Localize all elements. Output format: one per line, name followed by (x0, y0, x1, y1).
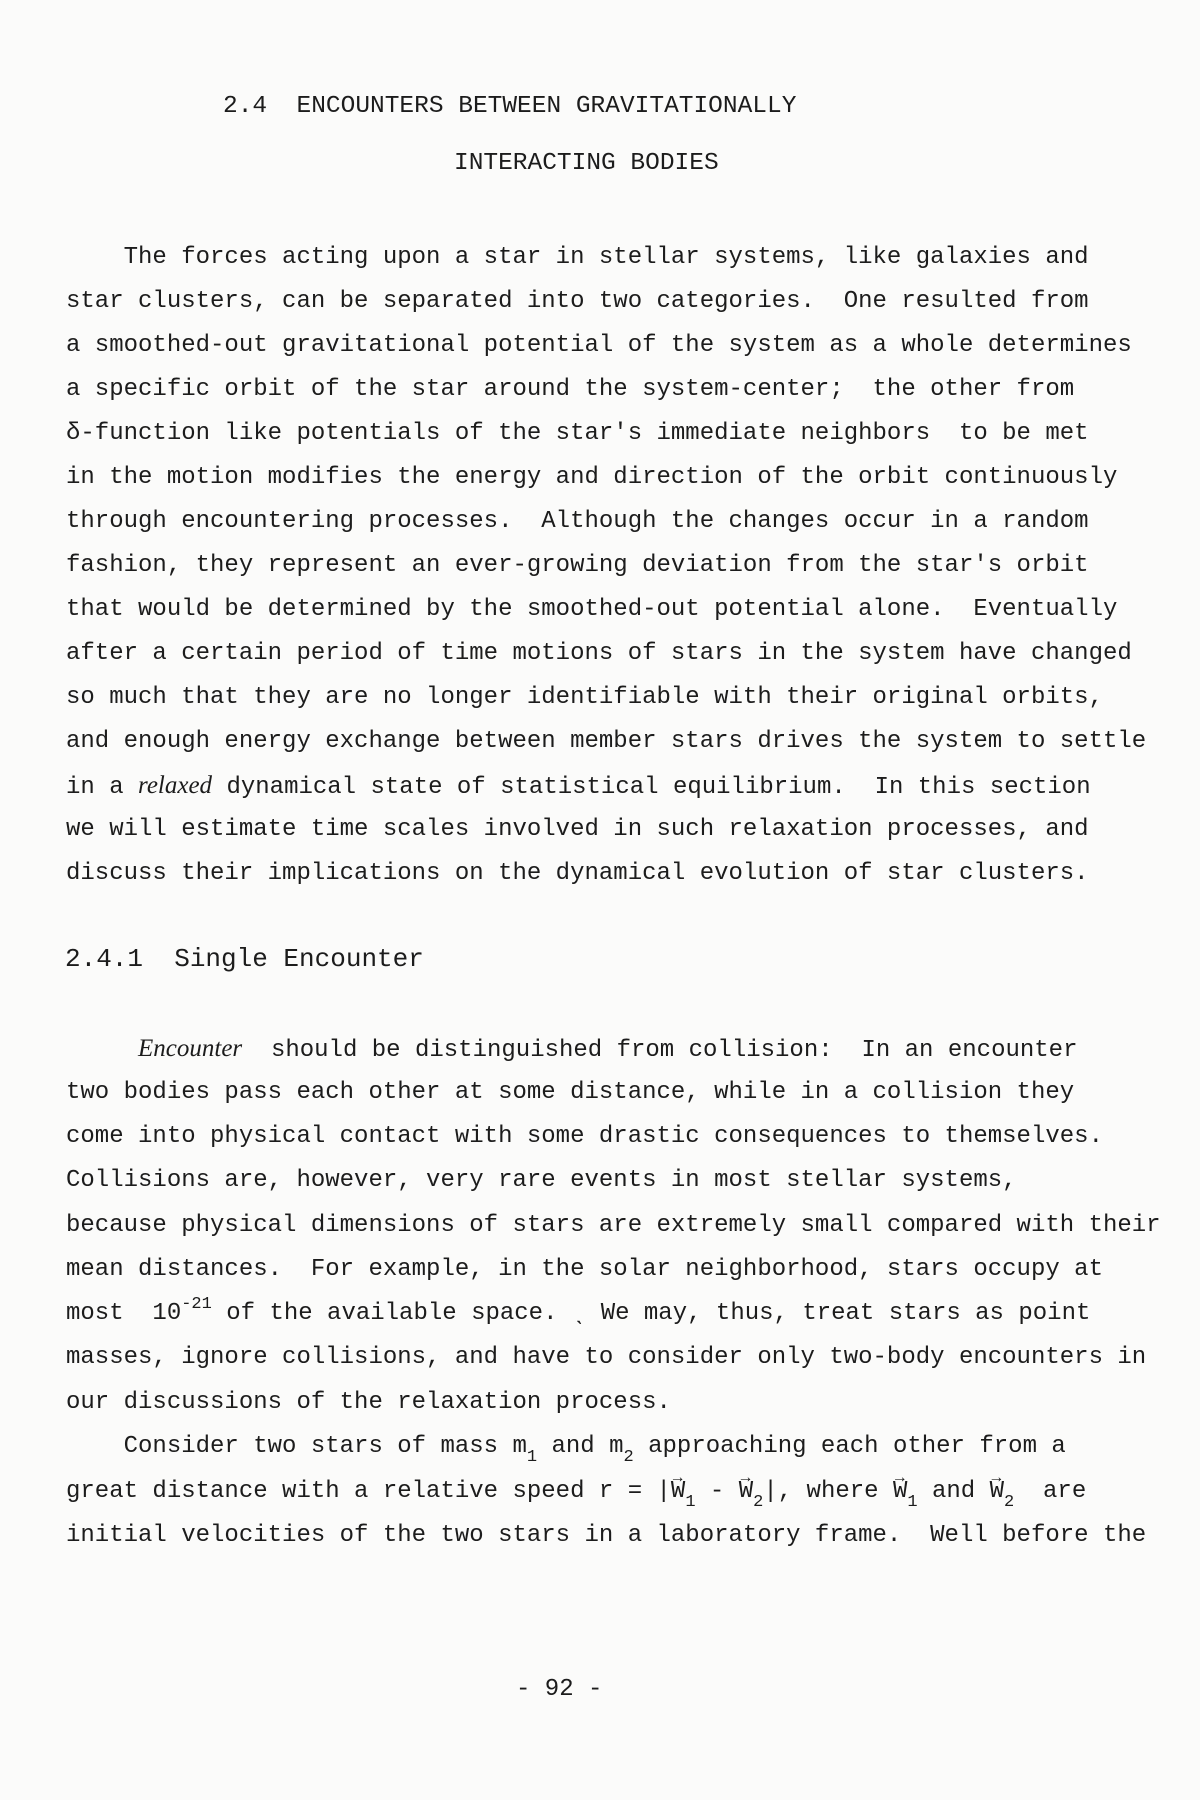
vector-w2: → W (739, 1477, 753, 1507)
text-line: we will estimate time scales involved in such relaxation processes, and (66, 816, 1089, 843)
text-fragment: dynamical state of statistical equilibrium. In this section (212, 774, 1091, 801)
text-line: come into physical contact with some drastic consequences to themselves. (66, 1123, 1103, 1150)
text-fragment: and (917, 1478, 990, 1505)
text-line (66, 1432, 1066, 1467)
section-title-line-2: INTERACTING BODIES (454, 150, 719, 177)
text-line: Collisions are, however, very rare events in most stellar systems, (66, 1167, 1017, 1194)
text-line: star clusters, can be separated into two categories. One resulted from (66, 288, 1089, 315)
text-line: and enough energy exchange between member stars drives the system to settle (66, 728, 1147, 755)
text-fragment: are (1014, 1478, 1087, 1505)
text-fragment: in a (66, 774, 139, 801)
text-line: The forces acting upon a star in stellar systems, like galaxies and (66, 244, 1089, 271)
text-fragment: - (695, 1478, 739, 1505)
text-line: a specific orbit of the star around the system-center; the other from (66, 376, 1075, 403)
text-line (138, 1034, 1077, 1064)
text-line (66, 1477, 1087, 1512)
section-title-line-1: 2.4 ENCOUNTERS BETWEEN GRAVITATIONALLY (223, 93, 797, 120)
text-line: because physical dimensions of stars are extremely small compared with their (66, 1212, 1161, 1239)
text-line: so much that they are no longer identifiable with their original orbits, (66, 684, 1103, 711)
text-fragment: most 10 (66, 1300, 182, 1327)
text-line: initial velocities of the two stars in a laboratory frame. Well before the (66, 1522, 1147, 1549)
text-line: masses, ignore collisions, and have to consider only two-body encounters in (66, 1344, 1147, 1371)
subscript: 1 (685, 1493, 696, 1512)
text-line: mean distances. For example, in the solar neighborhood, stars occupy at (66, 1256, 1103, 1283)
vector-w1: → W (893, 1477, 907, 1507)
text-fragment: Consider two stars of mass m (66, 1433, 527, 1460)
text-line: a smoothed-out gravitational potential of the system as a whole determines (66, 332, 1132, 359)
subscript: 2 (753, 1493, 764, 1512)
text-line: our discussions of the relaxation process. (66, 1389, 671, 1416)
text-fragment: and m (537, 1433, 624, 1460)
text-fragment: approaching each other from a (633, 1433, 1066, 1460)
text-line: in the motion modifies the energy and direction of the orbit continuously (66, 464, 1118, 491)
text-line: δ-function like potentials of the star's immediate neighbors to be met (66, 420, 1089, 447)
italic-term-relaxed: relaxed (138, 772, 213, 799)
text-line: discuss their implications on the dynamical evolution of star clusters. (66, 860, 1089, 887)
exponent: -21 (181, 1295, 212, 1314)
text-line: after a certain period of time motions of stars in the system have changed (66, 640, 1132, 667)
text-line: that would be determined by the smoothed-out potential alone. Eventually (66, 596, 1118, 623)
text-fragment: should be distinguished from collision: In an encounter (242, 1037, 1078, 1064)
subscript: 2 (623, 1448, 634, 1467)
subscript: 1 (526, 1448, 538, 1467)
subscript: 2 (1004, 1493, 1015, 1512)
subscript: 1 (907, 1493, 918, 1512)
text-line: through encountering processes. Although the changes occur in a random (66, 508, 1089, 535)
text-line: fashion, they represent an ever-growing deviation from the star's orbit (66, 552, 1089, 579)
vector-w2: → W (990, 1477, 1004, 1507)
text-fragment: of the available space. ˎ We may, thus, treat stars as point (211, 1300, 1091, 1327)
text-fragment: great distance with a relative speed r = | (66, 1478, 671, 1505)
vector-w1: → W (671, 1477, 685, 1507)
text-line: two bodies pass each other at some distance, while in a collision they (66, 1079, 1075, 1106)
text-fragment: |, where (763, 1478, 893, 1505)
text-line (66, 1295, 1091, 1329)
text-line (66, 771, 1091, 801)
page-number: - 92 - (516, 1676, 603, 1703)
subsection-heading: 2.4.1 Single Encounter (65, 944, 424, 974)
italic-term-encounter: Encounter (138, 1035, 243, 1062)
